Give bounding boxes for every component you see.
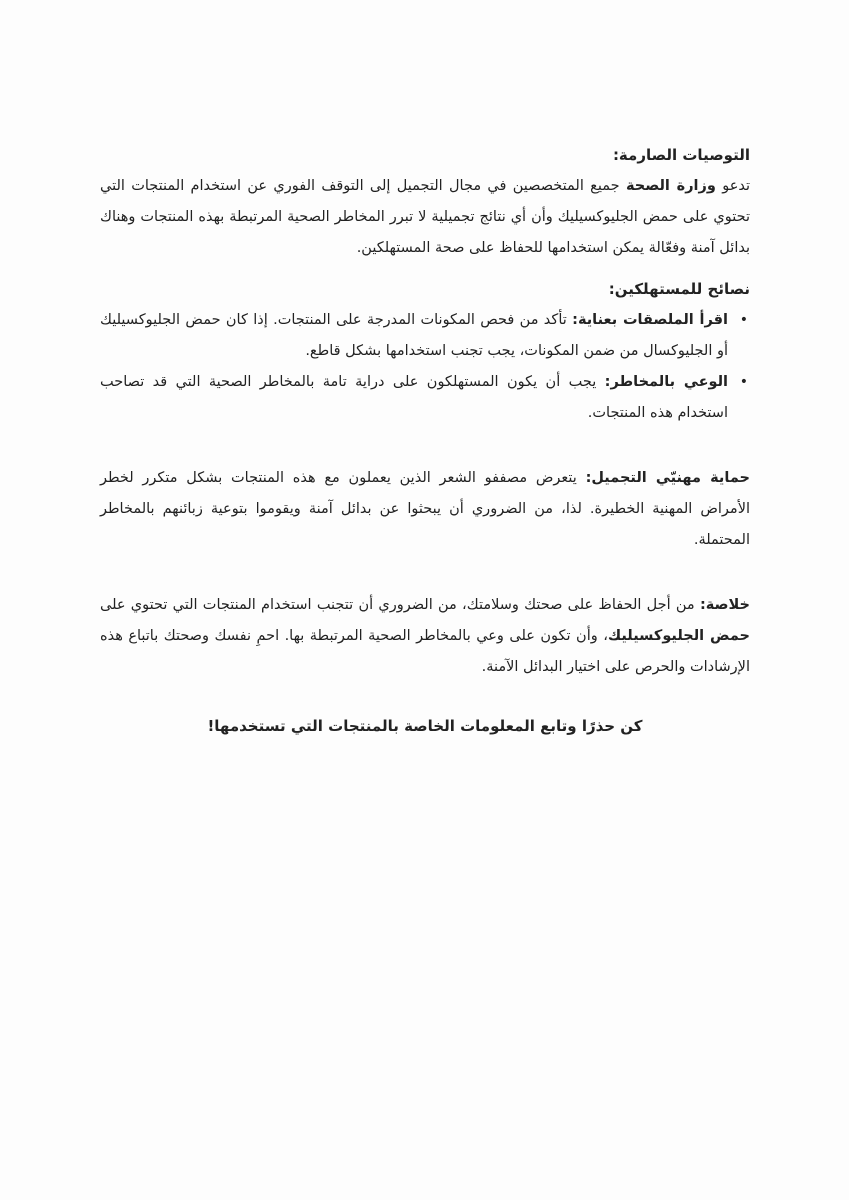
tip-text: تأكد من فحص المكونات المدرجة على المنتجات. إذا كان حمض الجليوكسيليك أو الجليوكسال من ضمن المكونات، يجب تجنب استخدامها بشكل قاطع. (100, 312, 728, 359)
tip-title: اقرأ الملصقات بعناية: (572, 312, 728, 328)
consumer-tips-heading: نصائح للمستهلكين: (608, 280, 750, 298)
recommendations-body: جميع المتخصصين في مجال التجميل إلى التوقف الفوري عن استخدام المنتجات التي تحتوي على حمض الجليوكسيليك وأن أي نتائج تجميلية لا تبرر المخاطر الصحية المرتبطة بهذه المنتجات وهناك بدائل آمنة وفعّالة يمكن استخدامها للحفاظ على صحة المستهلكين. (100, 178, 750, 256)
consumer-tips-list (100, 305, 750, 429)
list-item (100, 367, 728, 429)
conclusion-title: خلاصة: (699, 597, 751, 613)
conclusion-text-after: ، وأن تكون على وعي بالمخاطر الصحية المرتبطة بها. احمِ نفسك وصحتك باتباع هذه الإرشادات والحرص على اختيار البدائل الآمنة. (100, 628, 750, 675)
closing-statement: كن حذرًا وتابع المعلومات الخاصة بالمنتجات التي تستخدمها! (207, 717, 643, 735)
professionals-title: حماية مهنيّي التجميل: (585, 470, 750, 486)
acid-name: حمض الجليوكسيليك (607, 628, 750, 644)
tip-title: الوعي بالمخاطر: (604, 374, 728, 390)
conclusion-text-before: من أجل الحفاظ على صحتك وسلامتك، من الضروري أن تتجنب استخدام المنتجات التي تحتوي على (100, 597, 695, 613)
strict-recommendations-paragraph (100, 171, 750, 264)
professionals-text: يتعرض مصففو الشعر الذين يعملون مع هذه المنتجات بشكل متكرر لخطر الأمراض المهنية الخطيرة. لذا، من الضروري أن يبحثوا عن بدائل آمنة ويقوموا بتوعية زبائنهم بالمخاطر المحتملة. (100, 470, 750, 548)
professionals-paragraph (100, 463, 750, 556)
tip-text: يجب أن يكون المستهلكون على دراية تامة بالمخاطر الصحية التي قد تصاحب استخدام هذه المنتجات. (100, 374, 728, 421)
intro-text: تدعو (722, 178, 751, 194)
conclusion-paragraph (100, 590, 750, 683)
list-item (100, 305, 728, 367)
ministry-name: وزارة الصحة (625, 178, 716, 194)
document-content (100, 140, 750, 742)
strict-recommendations-heading: التوصيات الصارمة: (612, 146, 750, 164)
